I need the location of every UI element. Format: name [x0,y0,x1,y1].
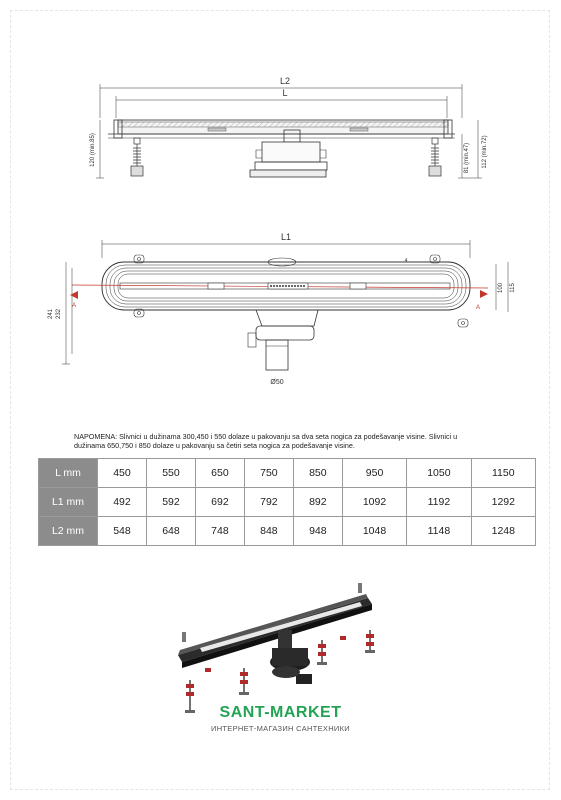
brand-logo [0,704,561,722]
table-cell: 948 [293,517,342,546]
brand-name-dash: - [264,704,271,721]
section-a-right-label: A [475,305,481,311]
section-arrow-right [480,290,488,298]
table-row [39,459,536,488]
table-cell: 850 [293,459,342,488]
table-cell: 1150 [471,459,535,488]
dim-right-height-inner: 81 (min.47) [464,142,470,174]
dim-232-label: 232 [56,308,62,320]
table-cell: 1248 [471,517,535,546]
table-cell: 1050 [407,459,471,488]
table-cell: 792 [244,488,293,517]
table-cell: 692 [195,488,244,517]
table-cell: 1148 [407,517,471,546]
dim-100-label: 100 [498,282,504,294]
dim-241-label: 241 [48,308,54,320]
dim-left-height: 120 (min.85) [90,133,96,167]
dim-l2-label: L2 [279,76,291,86]
table-cell: 1292 [471,488,535,517]
table-cell: 950 [342,459,406,488]
row-header: L2 mm [39,517,98,546]
dim-115-label: 115 [510,283,516,293]
plan-view [62,240,508,370]
dim-l1-label: L1 [280,232,292,242]
row-header: L mm [39,459,98,488]
brand-name-part1: SANT [219,704,265,721]
small-dim-label: 4 [404,258,408,264]
pipe-diameter-label: Ø50 [270,379,284,386]
product-photo [178,583,375,713]
side-elevation-view [96,84,482,178]
table-cell: 450 [98,459,147,488]
dim-right-height-outer: 112 (min.72) [482,135,488,169]
table-cell: 892 [293,488,342,517]
table-cell: 550 [146,459,195,488]
section-arrow-left [70,291,78,299]
row-header: L1 mm [39,488,98,517]
table-cell: 648 [146,517,195,546]
dim-l-label: L [282,88,288,98]
table-row [39,488,536,517]
brand-name-part2: MARKET [270,704,342,721]
table-cell: 1092 [342,488,406,517]
table-cell: 548 [98,517,147,546]
brand-subtitle: ИНТЕРНЕТ-МАГАЗИН САНТЕХНИКИ [211,724,350,733]
table-cell: 750 [244,459,293,488]
note-text: NAPOMENA: Slivnici u dužinama 300,450 i 550 dolaze u pakovanju sa dva seta nogica za podešavanje visine. Slivnici u dužinama 650,750 i 850 dolaze u pakovanju sa četiri seta nogica za podešavanje visine. [74,432,458,450]
table-cell: 1048 [342,517,406,546]
dimension-table [38,458,536,546]
table-cell: 1192 [407,488,471,517]
table-cell: 848 [244,517,293,546]
table-cell: 650 [195,459,244,488]
table-cell: 748 [195,517,244,546]
table-row [39,517,536,546]
section-a-left-label: A [71,303,77,309]
table-cell: 592 [146,488,195,517]
table-cell: 492 [98,488,147,517]
